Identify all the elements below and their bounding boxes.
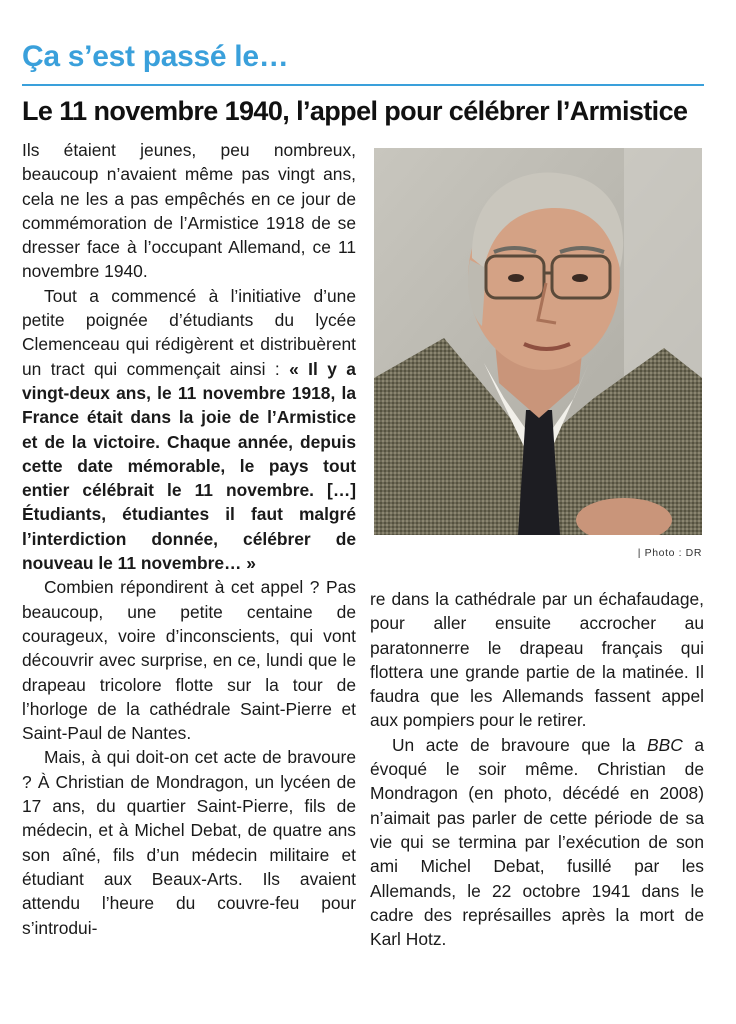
paragraph-6 — [370, 733, 704, 952]
section-rubric: Ça s’est passé le… — [22, 40, 289, 73]
article-headline: Le 11 novembre 1940, l’appel pour célébrer l’Armistice — [22, 96, 688, 126]
portrait-photo — [374, 148, 702, 535]
paragraph-5: re dans la cathédrale par un échafaudage, pour aller ensuite accrocher au paratonnerre le drapeau français qui flottera une grande partie de la matinée. Il faudra que les Allemands fassent appel aux pompiers pour le retirer. — [370, 589, 704, 731]
paragraph-3: Combien répondirent à cet appel ? Pas beaucoup, une petite centaine de courageux, voire d’inconscients, qui vont découvrir avec surprise, en ce, lundi que le drapeau tricolore flotte sur la tour de l’horloge de la cathédrale Saint-Pierre et Saint-Paul de Nantes. — [22, 577, 356, 744]
article-column-1 — [22, 138, 356, 940]
paragraph-1: Ils étaient jeunes, peu nombreux, beaucoup n’avaient même pas vingt ans, cela ne les a pas empêchés en ce jour de commémoration de l’Armistice 1918 de se dresser face à l’occupant Allemand, ce 11 novembre 1940. — [22, 140, 356, 282]
bbc-name: BBC — [647, 734, 683, 755]
paragraph-6-rest: a évoqué le soir même. Christian de Mondragon (en photo, décédé en 2008) n’aimait pas parler de cette période de sa vie qui se termina par l’exécution de son ami Michel Debat, fusillé par les Allemands, le 22 octobre 1941 dans le cadre des représailles après la mort de Karl Hotz. — [370, 734, 704, 950]
paragraph-6-intro: Un acte de bravoure que la — [392, 734, 647, 755]
paragraph-2-intro: Tout a commencé à l’initiative d’une petite poignée d’étudiants du lycée Clemenceau qui rédigèrent et distribuèrent un tract qui commençait ainsi : — [22, 285, 356, 379]
rubric-divider — [22, 84, 704, 86]
paragraph-2 — [22, 284, 356, 576]
tract-quote: « Il y a vingt-deux ans, le 11 novembre 1918, la France était dans la joie de l’Armistice et de la victoire. Chaque année, depuis cette date mémorable, le pays tout entier célébrait le 11 novembre. […] Étudiants, étudiantes il faut malgré l’interdiction donnée, célébrer de nouveau le 11 novembre… » — [22, 358, 356, 574]
article-column-2 — [370, 587, 704, 951]
paragraph-4: Mais, à qui doit-on cet acte de bravoure ? À Christian de Mondragon, un lycéen de 17 ans, du quartier Saint-Pierre, fils de médecin, et à Michel Debat, de quatre ans son aîné, fils d’un médecin militaire et étudiant aux Beaux-Arts. Ils avaient attendu l’heure du couvre-feu pour s’introdui- — [22, 747, 356, 938]
portrait-photo-icon — [374, 148, 702, 535]
photo-credit: | Photo : DR — [637, 547, 702, 559]
